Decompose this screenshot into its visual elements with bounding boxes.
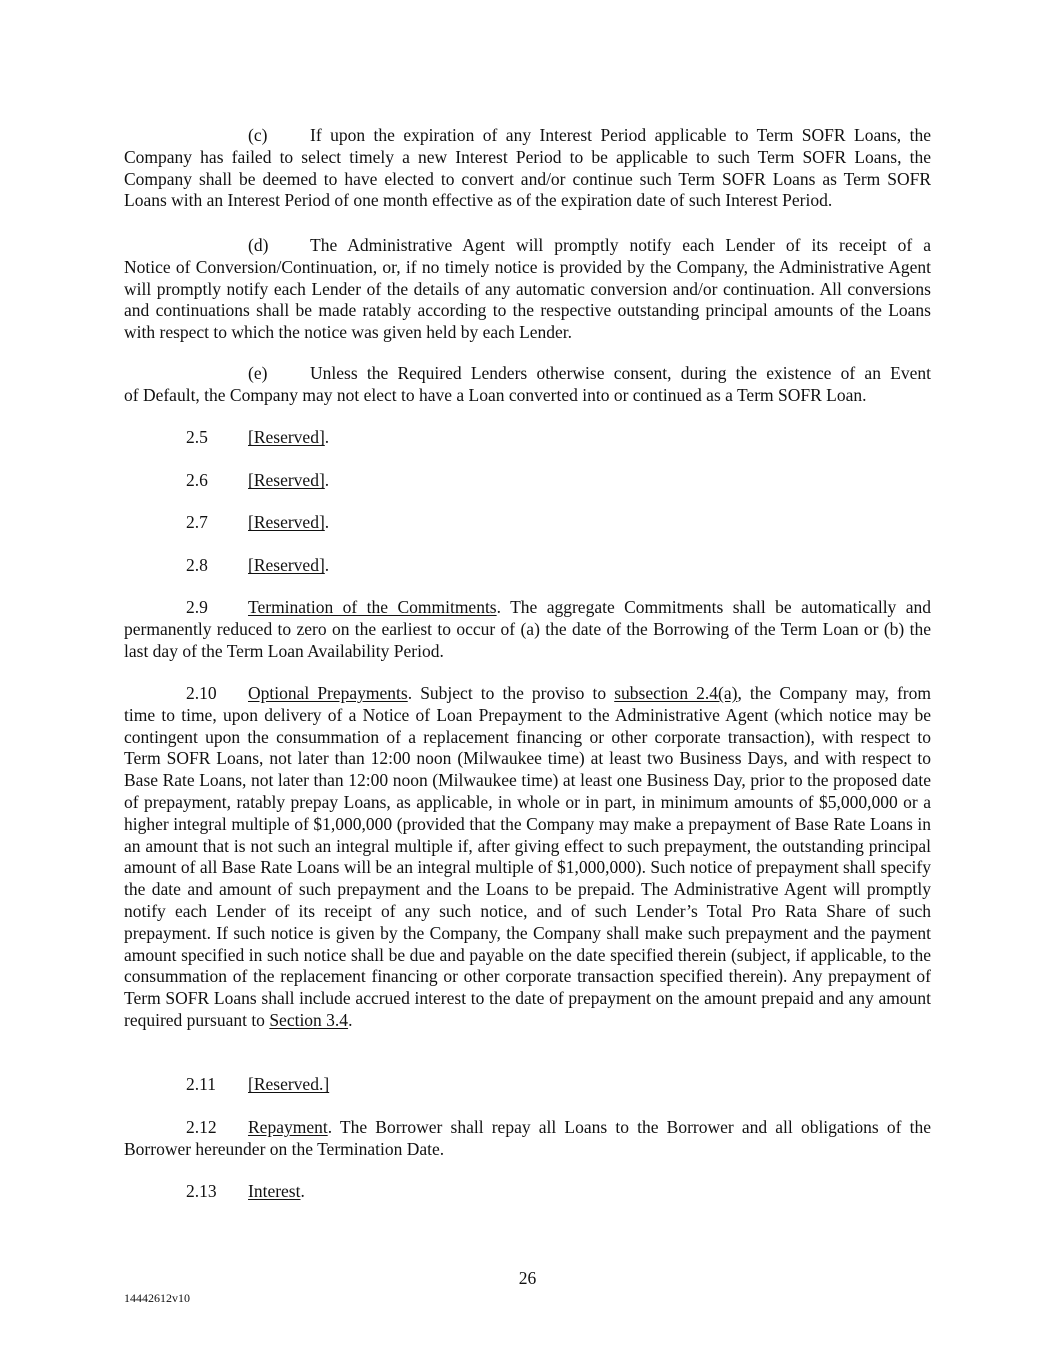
paragraph-text: of Default, the Company may not elect to have a Loan converted into or continued as a Term SOFR Loan. bbox=[124, 384, 867, 405]
section-title: [Reserved] bbox=[248, 512, 325, 532]
paragraph-e bbox=[124, 363, 931, 407]
section-2-10: 2.10 Optional Prepayments. Subject to the proviso to subsection 2.4(a), the Company may, from time to time, upon delivery of a Notice of Loan Prepayment to the Administrative Agent (which notice may be contingent upon the consummation of a replacement financing or other corporate transaction), with respect to Term SOFR Loans, not later than 12:00 noon (Milwaukee time) at least two Business Days, and with respect to Base Rate Loans, not later than 12:00 noon (Milwaukee time) at least one Business Day, prior to the proposed date of prepayment, ratably prepay Loans, as applicable, in whole or in part, in minimum amounts of $5,000,000 or a higher integral multiple of $1,000,000 (provided that the Company may make a prepayment of Base Rate Loans in an amount that is not such an integral multiple if, after giving effect to such prepayment, the outstanding principal amount of all Base Rate Loans will be an integral multiple of $1,000,000). Such notice of prepayment shall specify the date and amount of such prepayment and the Loans to be prepaid. The Administrative Agent will promptly notify each Lender of its receipt of any such notice, and of such Lender’s Total Pro Rata Share of such prepayment. If such notice is given by the Company, the Company shall make such prepayment and the payment amount specified in such notice shall be due and payable on the date specified therein (subject, if applicable, to the consummation of the replacement financing or other corporate transaction specified therein). Any prepayment of Term SOFR Loans shall include accrued interest to the date of prepayment on the amount prepaid and any amount required pursuant to Section 3.4. bbox=[124, 683, 931, 1030]
section-number: 2.5 bbox=[186, 427, 208, 447]
section-title: [Reserved] bbox=[248, 470, 325, 490]
section-title: [Reserved] bbox=[248, 555, 325, 575]
section-title: Repayment bbox=[248, 1117, 328, 1137]
section-title: [Reserved] bbox=[248, 427, 325, 447]
document-id: 14442612v10 bbox=[124, 1291, 190, 1305]
cross-reference-link[interactable]: Section 3.4 bbox=[269, 1009, 349, 1030]
section-2-13: 2.13 Interest. bbox=[186, 1181, 305, 1201]
section-number: 2.10 bbox=[186, 683, 217, 703]
section-title: Optional Prepayments bbox=[248, 683, 408, 703]
section-2-6: 2.6 [Reserved]. bbox=[186, 470, 330, 490]
section-2-11 bbox=[124, 1074, 931, 1096]
section-number: 2.9 bbox=[186, 597, 208, 617]
section-2-5: 2.5 [Reserved]. bbox=[186, 427, 330, 447]
paragraph-label: (c) bbox=[248, 125, 268, 145]
section-number: 2.8 bbox=[186, 555, 208, 575]
section-2-9: 2.9 Termination of the Commitments. The aggregate Commitments shall be automatically and permanently reduced to zero on the earliest to occur of (a) the date of the Borrowing of the Term Loan or (b) the last day of the Term Loan Availability Period. bbox=[124, 597, 931, 661]
section-number: 2.6 bbox=[186, 470, 208, 490]
section-2-12: 2.12 Repayment. The Borrower shall repay all Loans to the Borrower and all obligations of the Borrower hereunder on the Termination Date. bbox=[124, 1117, 931, 1159]
section-number: 2.12 bbox=[186, 1117, 217, 1137]
paragraph-text: The Administrative Agent will promptly notify each Lender of its receipt of a bbox=[310, 235, 931, 255]
paragraph-text: Unless the Required Lenders otherwise consent, during the existence of an Event bbox=[310, 363, 931, 383]
section-title: Interest bbox=[248, 1181, 301, 1201]
paragraph-text: If upon the expiration of any Interest Period applicable to Term SOFR Loans, the bbox=[310, 125, 931, 145]
section-number: 2.7 bbox=[186, 512, 208, 532]
section-title: [Reserved.] bbox=[248, 1074, 330, 1094]
section-title: Termination of the Commitments bbox=[248, 597, 497, 617]
section-text: permanently reduced to zero on the earliest to occur of (a) the date of the Borrowing of the Term Loan or (b) the last day of the Term Loan Availability Period. bbox=[124, 618, 931, 661]
section-2-7: 2.7 [Reserved]. bbox=[186, 512, 330, 532]
section-text: time to time, upon delivery of a Notice of Loan Prepayment to the Administrative Agent (which notice may be contingent upon the consummation of a replacement financing or other corporate transaction), with respect to Term SOFR Loans, not later than 12:00 noon (Milwaukee time) at least two Business Days, and with respect to Base Rate Loans, not later than 12:00 noon (Milwaukee time) at least one Business Day, prior to the proposed date of prepayment, ratably prepay Loans, as applicable, in whole or in part, in minimum amounts of $5,000,000 or a higher integral multiple of $1,000,000 (provided that the Company may make a prepayment of Base Rate Loans in an amount that is not such an integral multiple if, after giving effect to such prepayment, the outstanding principal amount of all Base Rate Loans will be an integral multiple of $1,000,000). Such notice of prepayment shall specify the date and amount of such prepayment and the Loans to be prepaid. The Administrative Agent will promptly notify each Lender of its receipt of any such notice, and of such Lender’s Total Pro Rata Share of such prepayment. If such notice is given by the Company, the Company shall make such prepayment and the payment amount specified in such notice shall be due and payable on the date specified therein (subject, if applicable, to the consummation of the replacement financing or other corporate transaction specified therein). Any prepayment of Term SOFR Loans shall include accrued interest to the date of prepayment on the amount prepaid and any amount required pursuant to Section 3.4. bbox=[124, 704, 931, 1030]
paragraph-d bbox=[124, 235, 931, 344]
section-number: 2.13 bbox=[186, 1181, 217, 1201]
cross-reference-link[interactable]: subsection 2.4(a) bbox=[614, 683, 738, 703]
page-number: 26 bbox=[518, 1268, 537, 1288]
paragraph-text: Company has failed to select timely a new Interest Period to be applicable to such Term SOFR Loans, the Company shall be deemed to have elected to convert and/or continue such Term SOFR Loans as Term SOFR Loans with an Interest Period of one month effective as of the expiration date of such Interest Period. bbox=[124, 146, 931, 211]
paragraph-label: (d) bbox=[248, 235, 269, 255]
paragraph-text: Notice of Conversion/Continuation, or, if no timely notice is provided by the Company, the Administrative Agent will promptly notify each Lender of the details of any automatic conversion and/or continuation. All conversions and continuations shall be made ratably according to the respective outstanding principal amounts of the Loans with respect to which the notice was given held by each Lender. bbox=[124, 256, 931, 343]
section-text: Borrower hereunder on the Termination Date. bbox=[124, 1138, 445, 1159]
section-2-8: 2.8 [Reserved]. bbox=[186, 555, 330, 575]
paragraph-label: (e) bbox=[248, 363, 268, 383]
section-number: 2.11 bbox=[186, 1074, 216, 1094]
paragraph-c bbox=[124, 125, 931, 212]
